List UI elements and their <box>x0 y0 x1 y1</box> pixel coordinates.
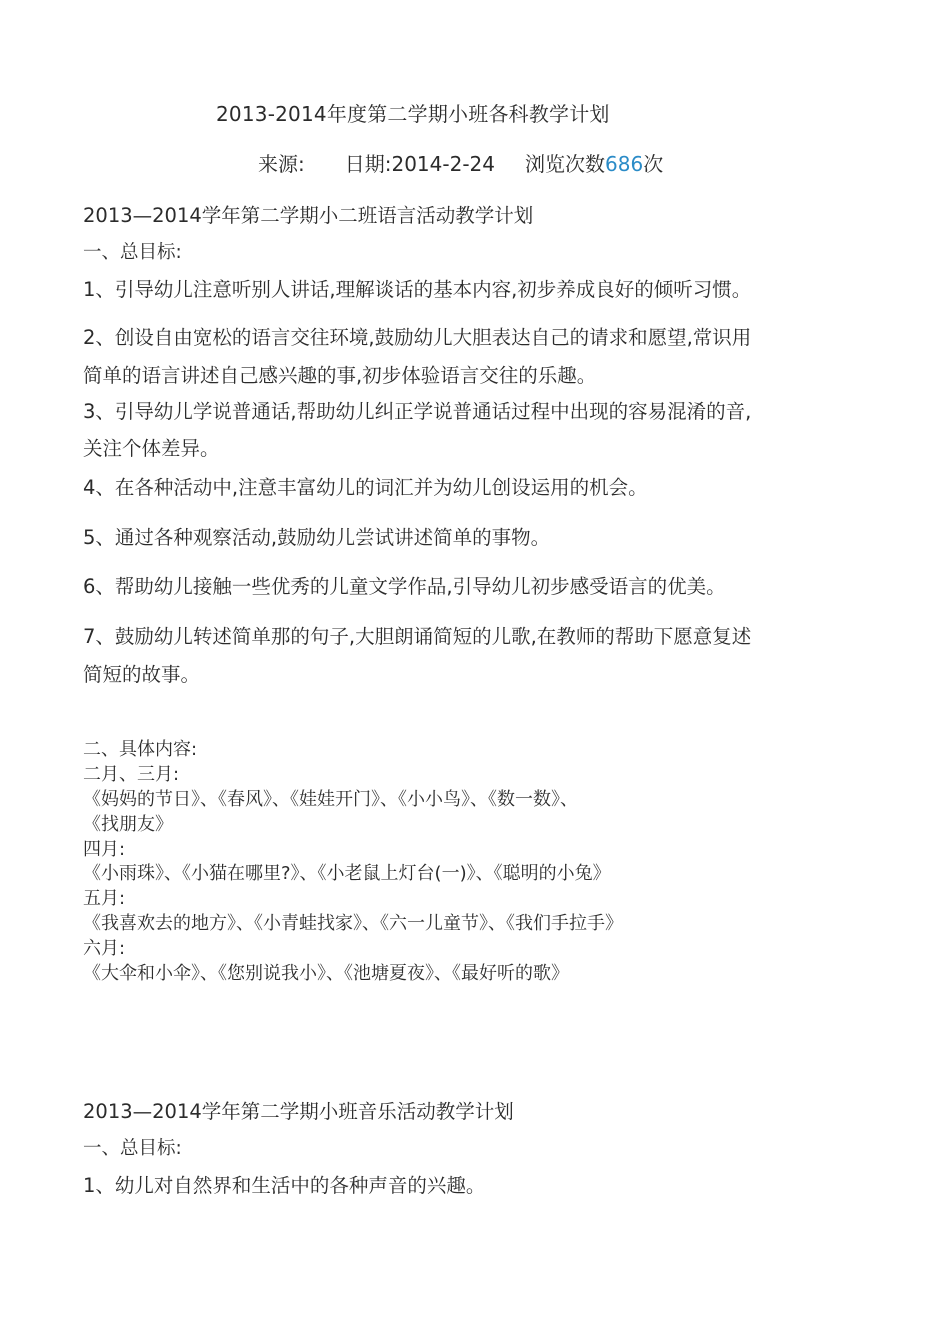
content-line: 《小雨珠》、《小猫在哪里?》、《小老鼠上灯台(一)》、《聪明的小兔》 <box>83 863 611 884</box>
content-line: 六月: <box>83 938 126 959</box>
language-goal-item: 2、创设自由宽松的语言交往环境,鼓励幼儿大胆表达自己的请求和愿望,常识用 <box>83 326 752 349</box>
content-line: 《妈妈的节日》、《春风》、《娃娃开门》、《小小鸟》、《数一数》、 <box>83 789 578 810</box>
language-goal-item: 1、引导幼儿注意听别人讲话,理解谈话的基本内容,初步养成良好的倾听习惯。 <box>83 278 752 301</box>
page-title: 2013-2014年度第二学期小班各科教学计划 <box>216 102 610 126</box>
language-plan-heading: 2013—2014学年第二学期小二班语言活动教学计划 <box>83 204 534 227</box>
meta-line <box>258 148 663 177</box>
language-content-heading: 二、具体内容: <box>83 739 198 760</box>
language-goal-item: 5、通过各种观察活动,鼓励幼儿尝试讲述简单的事物。 <box>83 526 551 549</box>
date-label: 日期:2014-2-24 <box>344 152 495 176</box>
content-line: 《找朋友》 <box>83 814 173 835</box>
content-line: 二月、三月: <box>83 764 180 785</box>
views-label: 浏览次数 <box>525 152 605 176</box>
language-goal-item: 简短的故事。 <box>83 663 201 686</box>
content-line: 五月: <box>83 888 126 909</box>
language-goal-item: 简单的语言讲述自己感兴趣的事,初步体验语言交往的乐趣。 <box>83 364 597 387</box>
views-unit: 次 <box>643 152 664 176</box>
language-goal-item: 4、在各种活动中,注意丰富幼儿的词汇并为幼儿创设运用的机会。 <box>83 476 648 499</box>
language-goal-item: 6、帮助幼儿接触一些优秀的儿童文学作品,引导幼儿初步感受语言的优美。 <box>83 575 726 598</box>
views-count: 686 <box>605 152 644 176</box>
language-goals-heading: 一、总目标: <box>83 242 182 263</box>
source-label: 来源: <box>258 152 305 176</box>
music-plan-heading: 2013—2014学年第二学期小班音乐活动教学计划 <box>83 1100 514 1123</box>
music-goals-heading: 一、总目标: <box>83 1138 182 1159</box>
language-goal-item: 3、引导幼儿学说普通话,帮助幼儿纠正学说普通话过程中出现的容易混淆的音, <box>83 400 752 423</box>
content-line: 《我喜欢去的地方》、《小青蛙找家》、《六一儿童节》、《我们手拉手》 <box>83 913 623 934</box>
content-line: 《大伞和小伞》、《您别说我小》、《池塘夏夜》、《最好听的歌》 <box>83 963 569 984</box>
content-line: 四月: <box>83 839 126 860</box>
music-goal-item: 1、幼儿对自然界和生活中的各种声音的兴趣。 <box>83 1174 486 1197</box>
language-goal-item: 7、鼓励幼儿转述简单那的句子,大胆朗诵简短的儿歌,在教师的帮助下愿意复述 <box>83 625 752 648</box>
language-goal-item: 关注个体差异。 <box>83 437 220 460</box>
